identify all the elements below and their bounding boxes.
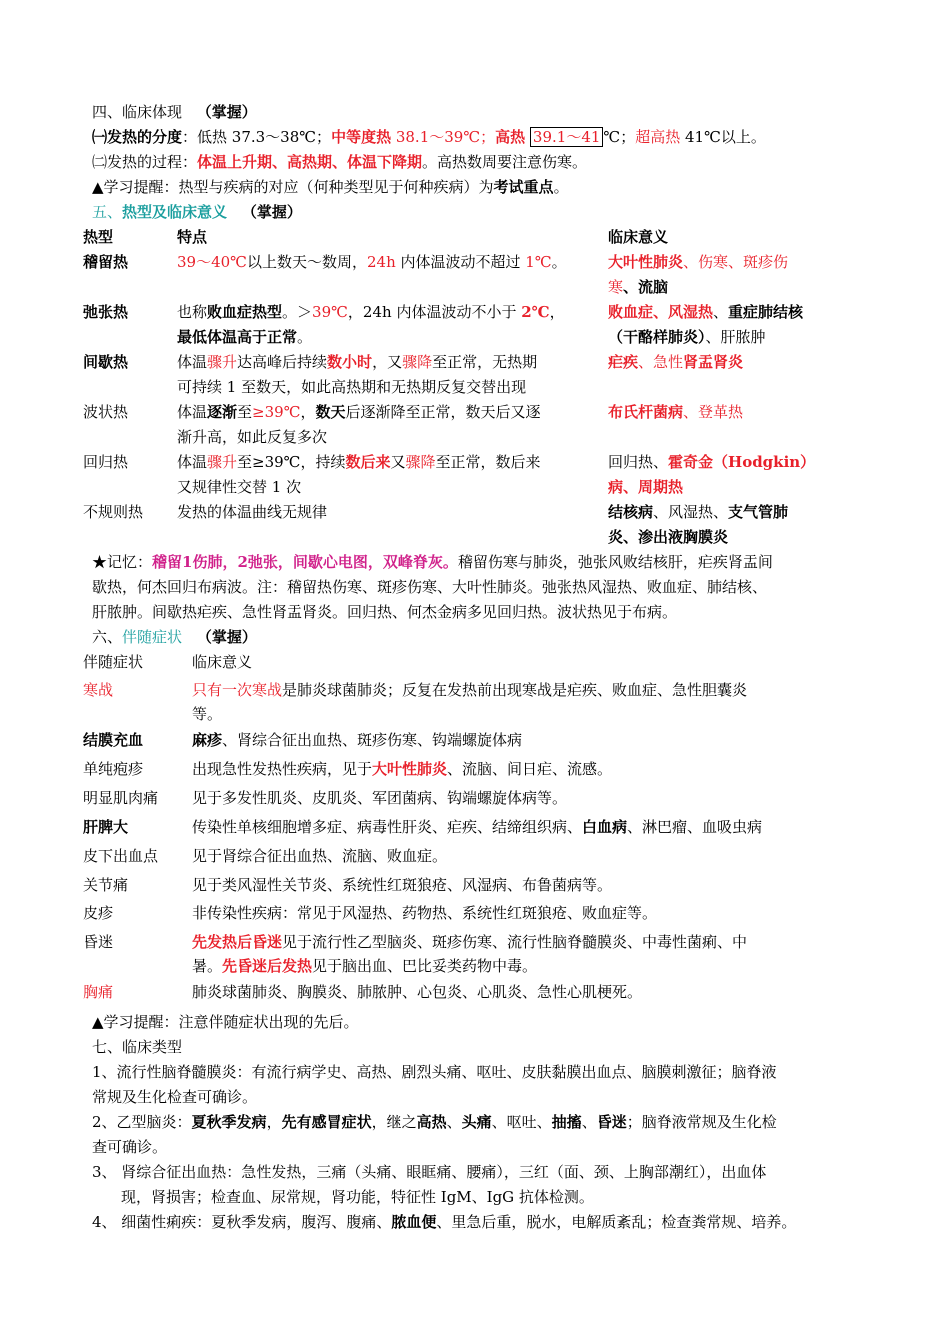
symptom-meaning: 肺炎球菌肺炎、胸膜炎、肺脓肿、心包炎、心肌炎、急性心肌梗死。 xyxy=(192,983,643,1001)
fever-feature xyxy=(177,452,541,472)
text-span: 五、 xyxy=(92,203,123,221)
clinical-type-item: 1、流行性脑脊髓膜炎：有流行病学史、高热、剧烈头痛、呕吐、皮肤黏膜出血点、脑膜刺激征；脑脊液 xyxy=(92,1063,777,1081)
text-span: ≥39℃ xyxy=(252,403,301,421)
text-span: ，24h 内体温波动不小于 xyxy=(347,303,522,321)
text-span: （干酪样肺炎） xyxy=(608,328,706,346)
text-span: 抽搐 xyxy=(551,1113,582,1131)
text-span: 热型及临床意义 xyxy=(122,203,228,221)
fever-feature-cont: 可持续 1 至数天，如此高热期和无热期反复交替出现 xyxy=(177,378,527,396)
text-span: 数天 xyxy=(315,403,346,421)
text-span: ，继之 xyxy=(371,1113,417,1131)
memory-note-cont: 歇热，何杰回归布病波。注：稽留热伤寒、斑疹伤寒、大叶性肺炎。弛张热风湿热、败血症、肺结核、 xyxy=(92,578,768,596)
text-span: 、 xyxy=(446,1113,462,1131)
text-span: 、里急后重，脱水，电解质紊乱；检查粪常规、培养。 xyxy=(436,1213,797,1231)
fever-feature xyxy=(177,402,541,422)
text-span: 中等度热 xyxy=(331,128,392,146)
symptom-meaning-cont: 等。 xyxy=(192,705,223,723)
symptom-name: 肝脾大 xyxy=(83,818,129,836)
text-span: 先有感冒症状 xyxy=(281,1113,372,1131)
text-span: 传染性单核细胞增多症、病毒性肝炎、疟疾、结缔组织病、 xyxy=(192,818,583,836)
text-span: 肾盂肾炎 xyxy=(683,353,744,371)
text-span: 先发热后昏迷 xyxy=(192,933,283,951)
text-span: 数后来 xyxy=(345,453,391,471)
text-span: 2、乙型脑炎： xyxy=(92,1113,192,1131)
fever-type: 稽留热 xyxy=(83,253,129,271)
fever-grade-line xyxy=(92,127,766,147)
text-span: 数小时 xyxy=(327,353,373,371)
fever-significance xyxy=(608,402,743,422)
text-span: 结核病 xyxy=(608,503,654,521)
text-span: 支气管肺 xyxy=(728,503,789,521)
col-header-symptom: 伴随症状 xyxy=(83,653,144,671)
section-5-heading xyxy=(92,202,302,222)
text-span: ℃； xyxy=(603,128,636,146)
text-span: 至正常，无热期 xyxy=(432,353,538,371)
col-header-feature: 特点 xyxy=(177,228,208,246)
text-span: 、淋巴瘤、血吸虫病 xyxy=(627,818,763,836)
text-span: 。 xyxy=(553,178,569,196)
symptom-meaning xyxy=(192,817,762,837)
symptom-meaning xyxy=(192,759,612,779)
text-span: 。 xyxy=(297,328,313,346)
text-span: 。高热数周要注意伤寒。 xyxy=(422,153,588,171)
text-span: 2℃ xyxy=(521,303,550,321)
text-span: 又 xyxy=(390,453,406,471)
clinical-type-item xyxy=(92,1112,777,1132)
text-span: 六、 xyxy=(92,628,123,646)
symptom-name: 皮下出血点 xyxy=(83,847,159,865)
text-span: 39～40℃ xyxy=(177,253,247,271)
text-span: 4、 细菌性痢疾：夏秋季发病，腹泻、腹痛、 xyxy=(92,1213,392,1231)
text-span: 39℃ xyxy=(312,303,348,321)
symptom-name: 关节痛 xyxy=(83,876,129,894)
fever-significance xyxy=(608,252,788,272)
text-span: 逐渐 xyxy=(207,403,238,421)
text-span: 骤升 xyxy=(207,353,238,371)
text-span: 、流脑、间日疟、流感。 xyxy=(447,760,613,778)
symptom-name: 单纯疱疹 xyxy=(83,760,144,778)
text-span: ， xyxy=(266,1113,282,1131)
text-span: 白血病 xyxy=(582,818,628,836)
section-7-heading: 七、临床类型 xyxy=(92,1038,183,1056)
memory-note-cont: 肝脓肿。间歇热疟疾、急性肾盂肾炎。回归热、何杰金病多见回归热。波状热见于布病。 xyxy=(92,603,678,621)
text-span: 、流脑 xyxy=(623,278,669,296)
text-span: 、 xyxy=(581,1113,597,1131)
fever-feature xyxy=(177,252,567,272)
fever-significance-cont xyxy=(608,277,668,297)
text-span: 回归热、 xyxy=(608,453,669,471)
text-span: 超高热 xyxy=(635,128,681,146)
text-span: 至 xyxy=(237,403,253,421)
text-span: 出现急性发热性疾病，见于 xyxy=(192,760,373,778)
symptom-meaning: 见于类风湿性关节炎、系统性红斑狼疮、风湿病、布鲁菌病等。 xyxy=(192,876,613,894)
symptom-name: 明显肌肉痛 xyxy=(83,789,159,807)
mastery-tag: （掌握） xyxy=(196,628,257,646)
text-span: 41℃以上。 xyxy=(680,128,766,146)
text-span: 高热 xyxy=(495,128,526,146)
symptom-meaning xyxy=(192,730,522,750)
fever-significance-cont: 病、周期热 xyxy=(608,478,684,496)
text-span: 后逐渐降至正常，数天后又逐 xyxy=(345,403,541,421)
fever-significance xyxy=(608,302,803,322)
text-span: 以上数天～数周， xyxy=(246,253,367,271)
col-header-significance: 临床意义 xyxy=(608,228,669,246)
text-span: ▲学习提醒：热型与疾病的对应（何种类型见于何种疾病）为 xyxy=(92,178,494,196)
clinical-type-item-cont: 现，肾损害；检查血、尿常规，肾功能，特征性 IgM、IgG 抗体检测。 xyxy=(121,1188,594,1206)
fever-feature-cont xyxy=(177,327,312,347)
fever-type: 波状热 xyxy=(83,403,129,421)
text-span: 、登革热 xyxy=(683,403,744,421)
text-span: 败血症、风湿热 xyxy=(608,303,714,321)
text-span: 、肝脓肿 xyxy=(705,328,766,346)
text-span: ；脑脊液常规及生化检 xyxy=(626,1113,777,1131)
symptom-meaning: 非传染性疾病：常见于风湿热、药物热、系统性红斑狼疮、败血症等。 xyxy=(192,904,658,922)
text-span: ， xyxy=(549,303,565,321)
text-span: ㈡发热的过程： xyxy=(92,153,198,171)
text-span: 脓血便 xyxy=(391,1213,437,1231)
symptom-meaning xyxy=(192,680,747,700)
symptom-name: 结膜充血 xyxy=(83,731,144,749)
clinical-type-item: 3、 肾综合征出血热：急性发热，三痛（头痛、眼眶痛、腰痛），三红（面、颈、上胸部潮红），出血体 xyxy=(92,1163,767,1181)
fever-type: 回归热 xyxy=(83,453,129,471)
text-span: 内体温波动不超过 xyxy=(395,253,526,271)
text-span: 见于流行性乙型脑炎、斑疹伤寒、流行性脑脊髓膜炎、中毒性菌痢、中 xyxy=(282,933,748,951)
fever-significance-cont: 炎、渗出液胸膜炎 xyxy=(608,528,729,546)
text-span: 霍奇金（Hodgkin） xyxy=(668,453,816,471)
symptom-meaning: 见于多发性肌炎、皮肌炎、军团菌病、钩端螺旋体病等。 xyxy=(192,789,568,807)
text-span: 体温 xyxy=(177,453,208,471)
text-span: 麻疹 xyxy=(192,731,223,749)
fever-feature xyxy=(177,352,537,372)
text-span: 见于脑出血、巴比妥类药物中毒。 xyxy=(312,957,538,975)
text-span: 夏秋季发病 xyxy=(191,1113,267,1131)
fever-significance-cont xyxy=(608,327,766,347)
text-span: 只有一次寒战 xyxy=(192,681,283,699)
text-span: 、伤寒、斑疹伤 xyxy=(683,253,789,271)
study-tip xyxy=(92,177,569,197)
text-span: ★记忆： xyxy=(92,553,153,571)
text-span: 体温 xyxy=(177,353,208,371)
section-6-heading xyxy=(92,627,257,647)
fever-significance xyxy=(608,452,815,472)
text-span: 。 xyxy=(551,253,567,271)
highlight-box xyxy=(530,127,604,147)
text-span: 最低体温高于正常 xyxy=(177,328,298,346)
text-span: 布氏杆菌病 xyxy=(608,403,684,421)
text-span: ，又 xyxy=(372,353,403,371)
symptom-name: 寒战 xyxy=(83,681,114,699)
text-span: 先昏迷后发热 xyxy=(222,957,313,975)
text-span: 24h xyxy=(366,253,396,271)
text-span: 疟疾 xyxy=(608,353,639,371)
text-span: 体温上升期、高热期、体温下降期 xyxy=(197,153,423,171)
text-span: 38.1～39℃； xyxy=(391,128,496,146)
text-span: 达高峰后持续 xyxy=(237,353,328,371)
text-span: 、肾综合征出血热、斑疹伤寒、钩端螺旋体病 xyxy=(222,731,523,749)
symptom-meaning-cont xyxy=(192,956,537,976)
mastery-tag: （掌握） xyxy=(196,103,257,121)
text-span: 体温 xyxy=(177,403,208,421)
text-span: 考试重点 xyxy=(493,178,554,196)
text-span: 寒 xyxy=(608,278,624,296)
col-header-significance: 临床意义 xyxy=(192,653,253,671)
memory-note xyxy=(92,552,773,572)
text-span: 稽留伤寒与肺炎，弛张风败结核肝，疟疾肾盂间 xyxy=(457,553,773,571)
text-span: 骤降 xyxy=(402,353,433,371)
fever-type: 间歇热 xyxy=(83,353,129,371)
clinical-type-item-cont: 查可确诊。 xyxy=(92,1138,168,1156)
text-span: 大叶性肺炎 xyxy=(372,760,448,778)
fever-process-line xyxy=(92,152,587,172)
text-span: 昏迷 xyxy=(596,1113,627,1131)
text-span: 稽留1伤肺，2弛张，间歇心电图，双峰脊灰。 xyxy=(152,553,458,571)
clinical-type-item-cont: 常规及生化检查可确诊。 xyxy=(92,1088,258,1106)
text-span: 头痛 xyxy=(461,1113,492,1131)
text-span: 骤升 xyxy=(207,453,238,471)
fever-type: 不规则热 xyxy=(83,503,144,521)
text-span: ㈠发热的分度 xyxy=(92,128,183,146)
fever-significance xyxy=(608,502,788,522)
text-span: 、呕吐、 xyxy=(491,1113,552,1131)
text-span: 也称 xyxy=(177,303,208,321)
section-4-heading xyxy=(92,102,257,122)
text-span: 至≥39℃，持续 xyxy=(237,453,346,471)
symptom-meaning xyxy=(192,932,747,952)
text-span: 大叶性肺炎 xyxy=(608,253,684,271)
col-header-type: 热型 xyxy=(83,228,114,246)
symptom-name: 胸痛 xyxy=(83,983,114,1001)
mastery-tag: （掌握） xyxy=(241,203,302,221)
section-title: 四、临床体现 xyxy=(92,103,183,121)
fever-feature xyxy=(177,302,565,322)
text-span: 高热 xyxy=(416,1113,447,1131)
symptom-name: 皮疹 xyxy=(83,904,114,922)
text-span: 至正常，数后来 xyxy=(435,453,541,471)
fever-feature-cont: 渐升高，如此反复多次 xyxy=(177,428,328,446)
text-span: ， xyxy=(300,403,316,421)
text-span: 伴随症状 xyxy=(122,628,183,646)
text-span: 暑。 xyxy=(192,957,223,975)
text-span: 、急性 xyxy=(638,353,684,371)
symptom-meaning: 见于肾综合征出血热、流脑、败血症。 xyxy=(192,847,448,865)
text-span: 1℃ xyxy=(525,253,552,271)
text-span: 。＞ xyxy=(282,303,313,321)
text-span: 骤降 xyxy=(405,453,436,471)
text-span: 是肺炎球菌肺炎；反复在发热前出现寒战是疟疾、败血症、急性胆囊炎 xyxy=(282,681,748,699)
text-span: 重症肺结核 xyxy=(728,303,804,321)
clinical-type-item xyxy=(92,1212,796,1232)
fever-type: 弛张热 xyxy=(83,303,129,321)
study-tip: ▲学习提醒：注意伴随症状出现的先后。 xyxy=(92,1013,359,1031)
fever-feature: 发热的体温曲线无规律 xyxy=(177,503,328,521)
text-span: 败血症热型 xyxy=(207,303,283,321)
text-span: 、 xyxy=(713,303,729,321)
fever-significance xyxy=(608,352,743,372)
text-span: 39.1～41 xyxy=(532,128,601,146)
symptom-name: 昏迷 xyxy=(83,933,114,951)
text-span: ：低热 37.3～38℃； xyxy=(182,128,332,146)
fever-feature-cont: 又规律性交替 1 次 xyxy=(177,478,302,496)
text-span: 、风湿热、 xyxy=(653,503,729,521)
